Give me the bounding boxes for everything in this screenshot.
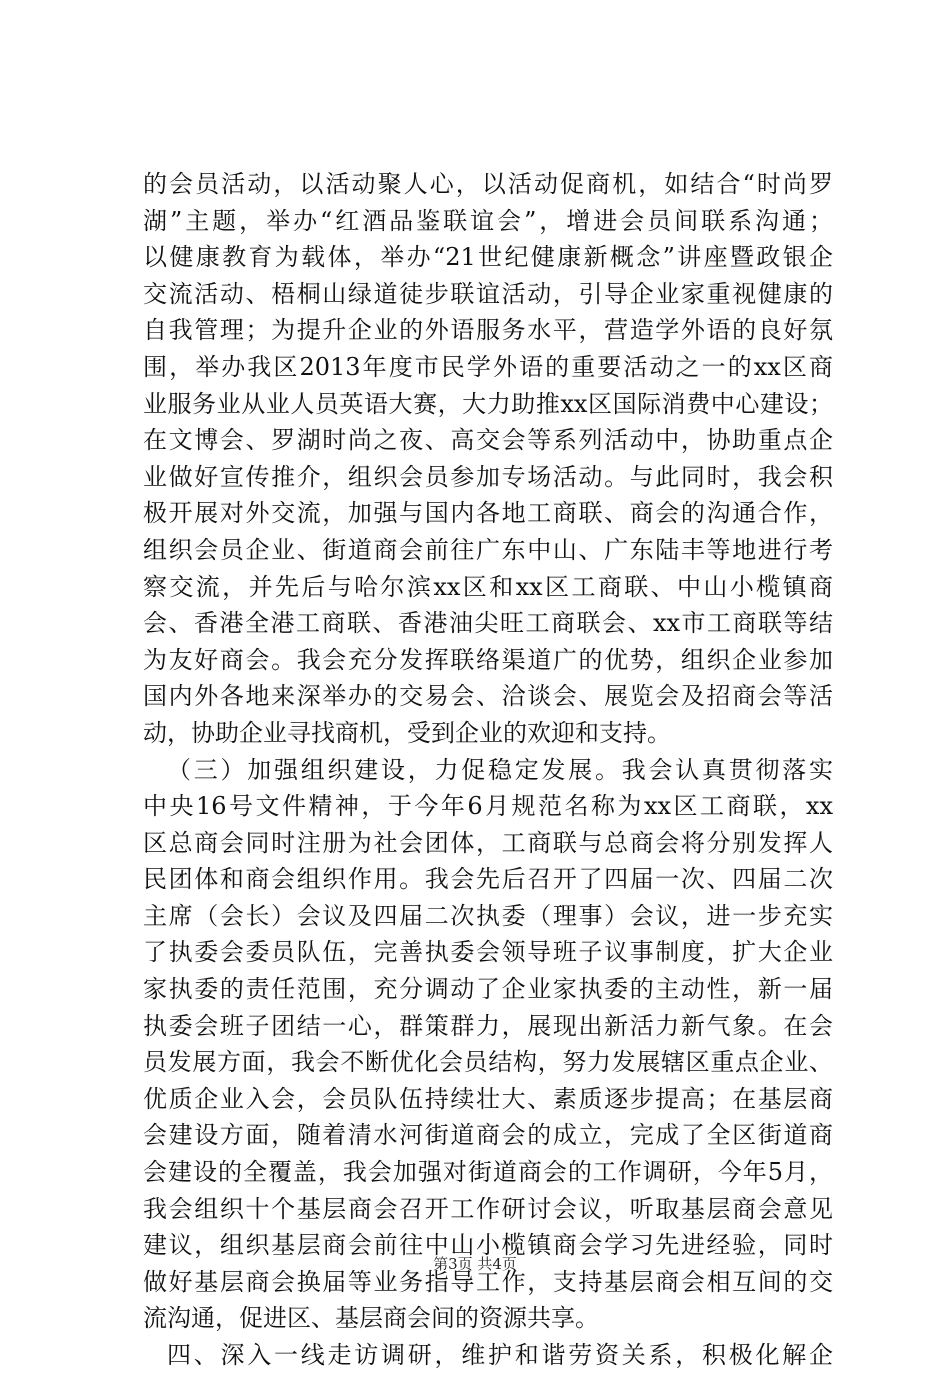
text-line: 以健康教育为载体，举办“21世纪健康新概念”讲座暨政银企 [143, 243, 833, 272]
text-line: 区总商会同时注册为社会团体，工商联与总商会将分别发挥人 [143, 828, 833, 857]
text-line: 我会组织十个基层商会召开工作研讨会议，听取基层商会意见 [143, 1194, 833, 1223]
text-line: 动，协助企业寻找商机，受到企业的欢迎和支持。 [143, 718, 671, 747]
text-line: 在文博会、罗湖时尚之夜、高交会等系列活动中，协助重点企 [143, 426, 833, 455]
text-line: 自我管理；为提升企业的外语服务水平，营造学外语的良好氛 [143, 316, 833, 345]
text-line: 主席（会长）会议及四届二次执委（理事）会议，进一步充实 [143, 901, 833, 930]
text-line: 业服务业从业人员英语大赛，大力助推xx区国际消费中心建设； [143, 389, 833, 418]
text-line: 业做好宣传推介，组织会员参加专场活动。与此同时，我会积 [143, 462, 833, 491]
text-line: 做好基层商会换届等业务指导工作，支持基层商会相互间的交 [143, 1267, 833, 1296]
text-line: 家执委的责任范围，充分调动了企业家执委的主动性，新一届 [143, 975, 833, 1004]
section-heading-line: 四、深入一线走访调研，维护和谐劳资关系，积极化解企 [167, 1341, 833, 1369]
text-line: 极开展对外交流，加强与国内各地工商联、商会的沟通合作， [143, 499, 833, 528]
text-line: 了执委会委员队伍，完善执委会领导班子议事制度，扩大企业 [143, 938, 833, 967]
text-line: 察交流，并先后与哈尔滨xx区和xx区工商联、中山小榄镇商 [143, 572, 833, 601]
text-line: 组织会员企业、街道商会前往广东中山、广东陆丰等地进行考 [143, 535, 833, 564]
page-footer: 第3页 共4页 [433, 1255, 517, 1273]
text-line: 会、香港全港工商联、香港油尖旺工商联会、xx市工商联等结 [143, 609, 833, 638]
text-line: 的会员活动，以活动聚人心，以活动促商机，如结合“时尚罗 [143, 170, 833, 198]
text-line: 员发展方面，我会不断优化会员结构，努力发展辖区重点企业、 [143, 1048, 833, 1077]
text-line: 湖”主题，举办“红酒品鉴联谊会”，增进会员间联系沟通； [143, 206, 833, 235]
text-line: 民团体和商会组织作用。我会先后召开了四届一次、四届二次 [143, 865, 833, 894]
text-line: 国内外各地来深举办的交易会、洽谈会、展览会及招商会等活 [143, 682, 833, 711]
text-line: 围，举办我区2013年度市民学外语的重要活动之一的xx区商 [143, 352, 833, 381]
text-line: 流沟通，促进区、基层商会间的资源共享。 [143, 1304, 599, 1333]
text-line: 优质企业入会，会员队伍持续壮大、素质逐步提高；在基层商 [143, 1084, 833, 1113]
text-line: 会建设方面，随着清水河街道商会的成立，完成了全区街道商 [143, 1121, 833, 1150]
text-line: 中央16号文件精神，于今年6月规范名称为xx区工商联，xx [143, 792, 833, 821]
text-line: 执委会班子团结一心，群策群力，展现出新活力新气象。在会 [143, 1011, 833, 1040]
text-line: 建议，组织基层商会前往中山小榄镇商会学习先进经验，同时 [143, 1231, 833, 1260]
text-line: 交流活动、梧桐山绿道徒步联谊活动，引导企业家重视健康的 [143, 279, 833, 308]
text-line: 为友好商会。我会充分发挥联络渠道广的优势，组织企业参加 [143, 645, 833, 674]
body-text [143, 166, 833, 1374]
text-line: 会建设的全覆盖，我会加强对街道商会的工作调研，今年5月， [143, 1158, 833, 1187]
section-heading-line: （三）加强组织建设，力促稳定发展。我会认真贯彻落实 [167, 755, 833, 784]
